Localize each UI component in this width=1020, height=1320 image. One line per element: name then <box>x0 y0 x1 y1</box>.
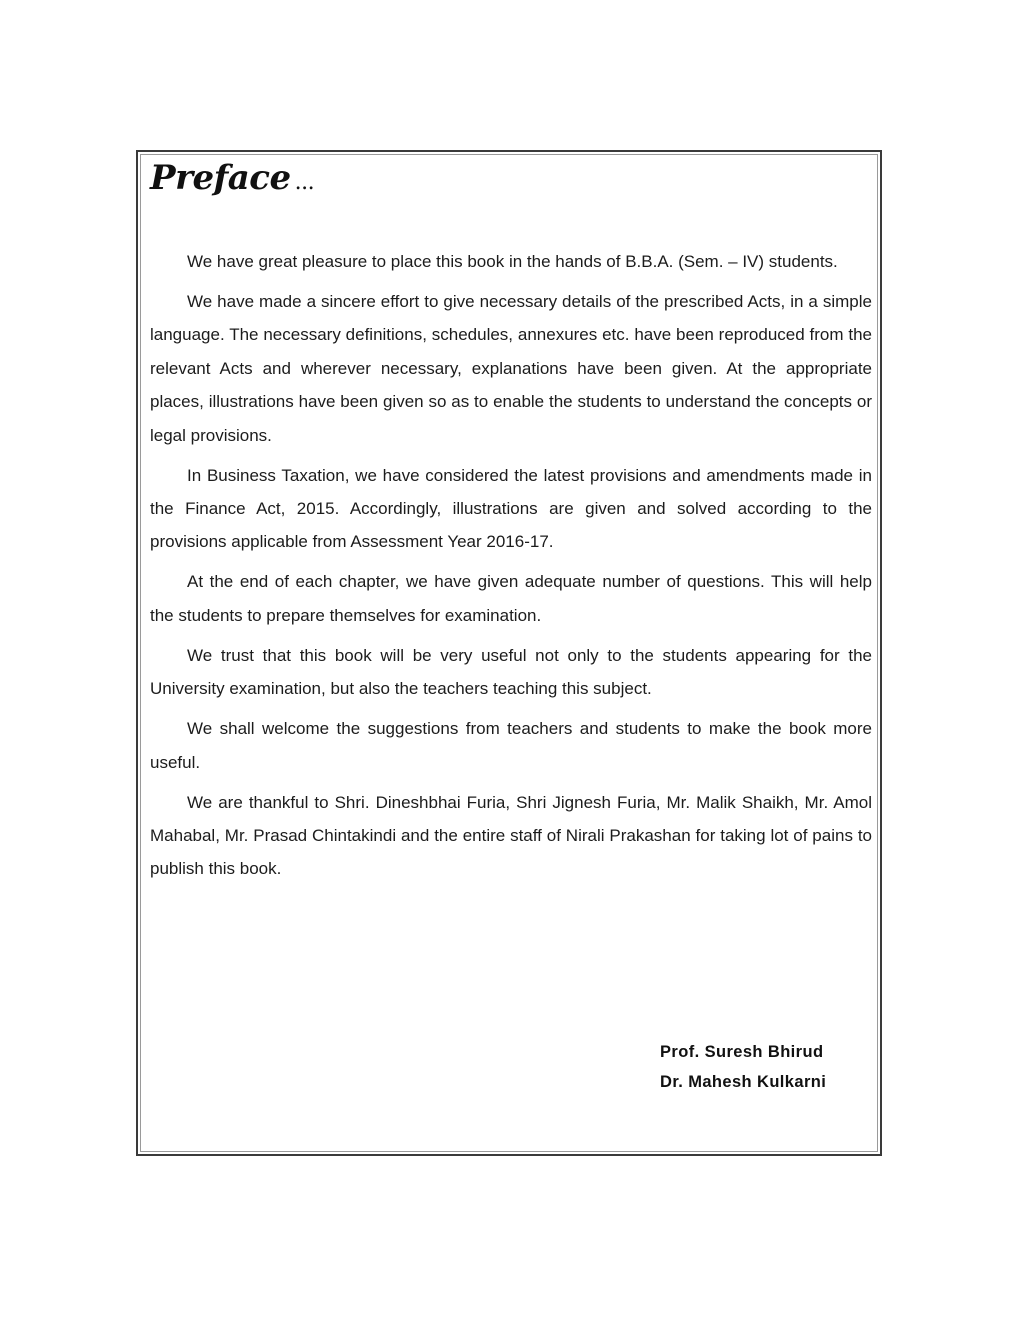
paragraph-intro: We have great pleasure to place this book in the hands of B.B.A. (Sem. – IV) students. <box>187 252 838 271</box>
paragraph-taxation: In Business Taxation, we have considered the latest provisions and amendments made in the Finance Act, 2015. Accordingly, illustrations are given and solved according to the provisions applicable from Assessment Year 2016-17. <box>150 465 872 552</box>
paragraph-suggestions: We shall welcome the suggestions from teachers and students to make the book more useful. <box>150 719 872 772</box>
paragraph-thanks: We are thankful to Shri. Dineshbhai Furia, Shri Jignesh Furia, Mr. Malik Shaikh, Mr. Amol Mahabal, Mr. Prasad Chintakindi and the entire staff of Nirali Prakashan for taking lot of pains to publish this book. <box>150 792 872 879</box>
preface-body <box>150 245 872 892</box>
page-title <box>150 154 314 207</box>
author-name-2: Dr. Mahesh Kulkarni <box>660 1073 827 1091</box>
paragraph-usefulness: We trust that this book will be very useful not only to the students appearing for the University examination, but also the teachers teaching this subject. <box>150 645 872 699</box>
author-signatures <box>660 1037 826 1097</box>
title-ellipsis: ... <box>294 170 315 195</box>
title-text: Preface <box>150 158 291 198</box>
preface-frame <box>136 150 882 1156</box>
paragraph-effort: We have made a sincere effort to give necessary details of the prescribed Acts, in a simple language. The necessary definitions, schedules, annexures etc. have been reproduced from the relevant Acts and wherever necessary, explanations have been given. At the appropriate places, illustrations have been given so as to enable the students to understand the concepts or legal provisions. <box>150 292 872 445</box>
paragraph-questions: At the end of each chapter, we have given adequate number of questions. This will help the students to prepare themselves for examination. <box>150 572 872 625</box>
author-name-1: Prof. Suresh Bhirud <box>660 1043 824 1061</box>
